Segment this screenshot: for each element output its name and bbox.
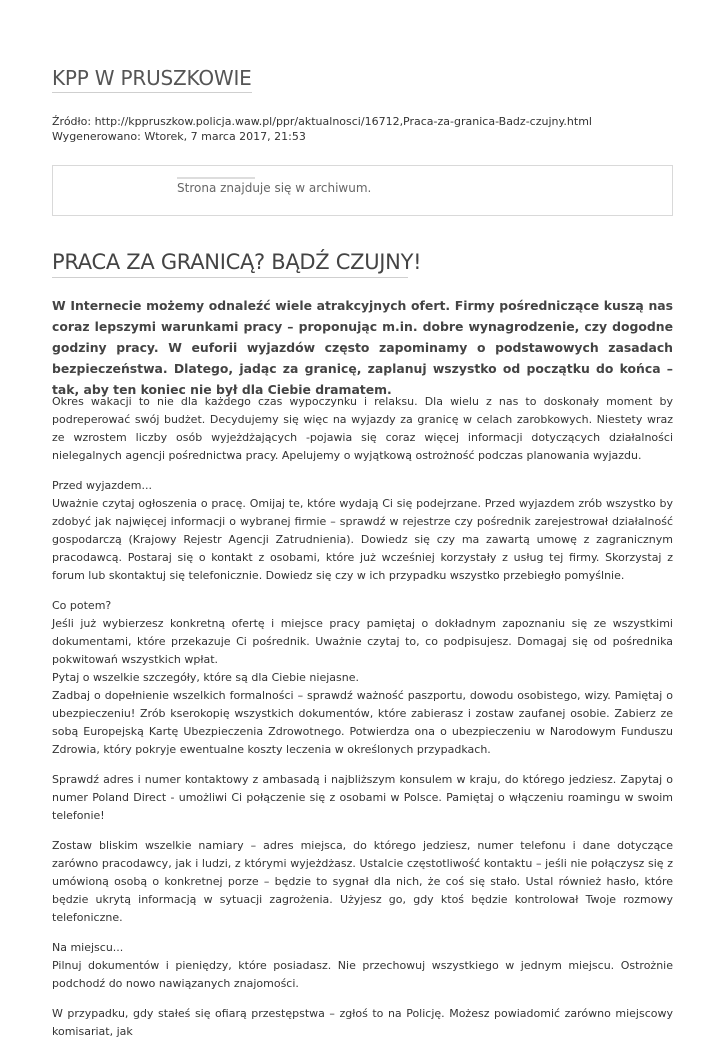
paragraph-intro: Okres wakacji to nie dla każdego czas wypoczynku i relaksu. Dla wielu z nas to doskonały moment by podreperować swój budżet. Decydujemy się więc na wyjazdy za granicę w celach zarobkowych. Niestety wraz ze wzrostem liczby osób wyjeżdżających -pojawia się coraz więcej informacji dotyczących działalności nielegalnych agencji pośrednictwa pracy. Apelujemy o wyjątkową ostrożność podczas planowania wyjazdu. <box>52 395 673 462</box>
site-title: KPP W PRUSZKOWIE <box>52 66 252 90</box>
section-heading-what-next: Co potem? <box>52 599 112 612</box>
paragraph-text: Pytaj o wszelkie szczegóły, które są dla Ciebie niejasne. <box>52 671 359 684</box>
archive-notice-bar <box>177 177 255 179</box>
article-lead: W Internecie możemy odnaleźć wiele atrakcyjnych ofert. Firmy pośredniczące kuszą nas coraz lepszymi warunkami pracy – proponując m.in. dobre wynagrodzenie, czy dogodne godziny pracy. W euforii wyjazdów często zapominamy o podstawowych zasadach bezpieczeństwa. Dlatego, jadąc za granicę, zaplanuj wszystko od początku do końca – tak, aby ten koniec nie był dla Ciebie dramatem. <box>52 298 673 397</box>
paragraph-text: Jeśli już wybierzesz konkretną ofertę i miejsce pracy pamiętaj o dokładnym zapoznaniu się ze wszystkimi dokumentami, które przekazuje Ci pośrednik. Uważnie czytaj to, co podpisujesz. Domagaj się od pośrednika pokwitowań wszystkich wpłat. <box>52 617 673 666</box>
article-title: PRACA ZA GRANICĄ? BĄDŹ CZUJNY! <box>52 250 422 274</box>
source-url[interactable]: Źródło: http://kppruszkow.policja.waw.pl/ppr/aktualnosci/16712,Praca-za-granica-Badz-czujny.html <box>52 115 592 128</box>
paragraph-embassy: Sprawdź adres i numer kontaktowy z ambasadą i najbliższym konsulem w kraju, do którego jedziesz. Zapytaj o numer Poland Direct - umożliwi Ci połączenie się z osobami w Polsce. Pamiętaj o włączeniu roamingu w swoim telefonie! <box>52 773 673 822</box>
article-body <box>52 393 673 1053</box>
paragraph-text: Zadbaj o dopełnienie wszelkich formalności – sprawdź ważność paszportu, dowodu osobistego, wizy. Pamiętaj o ubezpieczeniu! Zrób kserokopię wszystkich dokumentów, które zabierasz i zostaw zaufanej osobie. Zabierz ze sobą Europejską Kartę Ubezpieczenia Zdrowotnego. Potwierdza ona o ubezpieczeniu w Narodowym Funduszu Zdrowia, który pokryje ewentualne koszty leczenia w określonych przypadkach. <box>52 689 673 756</box>
paragraph-on-site <box>52 939 673 993</box>
section-heading-before-departure: Przed wyjazdem... <box>52 479 153 492</box>
paragraph-what-next <box>52 597 673 759</box>
paragraph-crime-report: W przypadku, gdy stałeś się ofiarą przestępstwa – zgłoś to na Policję. Możesz powiadomić zarówno miejscowy komisariat, jak <box>52 1007 673 1038</box>
document-meta <box>52 114 592 144</box>
archive-notice-text: Strona znajduje się w archiwum. <box>177 181 372 195</box>
paragraph-text: Pilnuj dokumentów i pieniędzy, które posiadasz. Nie przechowuj wszystkiego w jednym miejscu. Ostrożnie podchodź do nowo nawiązanych znajomości. <box>52 959 673 990</box>
generated-date: Wygenerowano: Wtorek, 7 marca 2017, 21:53 <box>52 130 306 143</box>
article-title-underline <box>52 277 408 278</box>
archive-notice-box <box>52 165 673 216</box>
section-heading-on-site: Na miejscu... <box>52 941 124 954</box>
paragraph-before-departure <box>52 477 673 585</box>
paragraph-text: Uważnie czytaj ogłoszenia o pracę. Omijaj te, które wydają Ci się podejrzane. Przed wyjazdem zrób wszystko by zdobyć jak najwięcej informacji o wybranej firmie – sprawdź w rejestrze czy pośrednik zarejestrował działalność gospodarczą (Krajowy Rejestr Agencji Zatrudnienia). Dowiedz się czy ma zawartą umowę z zagranicznym pracodawcą. Postaraj się o kontakt z osobami, które już wcześniej korzystały z usług tej firmy. Skorzystaj z forum lub skontaktuj się telefonicznie. Dowiedz się czy w ich przypadku wszystko przebiegło pomyślnie. <box>52 497 673 582</box>
site-title-underline <box>52 92 252 93</box>
paragraph-contacts: Zostaw bliskim wszelkie namiary – adres miejsca, do którego jedziesz, numer telefonu i dane dotyczące zarówno pracodawcy, jak i ludzi, z którymi wyjeżdżasz. Ustalcie częstotliwość kontaktu – jeśli nie połączysz się z umówioną osobą o konkretnej porze – będzie to sygnał dla nich, że coś się stało. Ustal również hasło, które będzie ukrytą informacją w sytuacji zagrożenia. Użyjesz go, gdy ktoś będzie kontrolował Twoje rozmowy telefoniczne. <box>52 839 673 924</box>
